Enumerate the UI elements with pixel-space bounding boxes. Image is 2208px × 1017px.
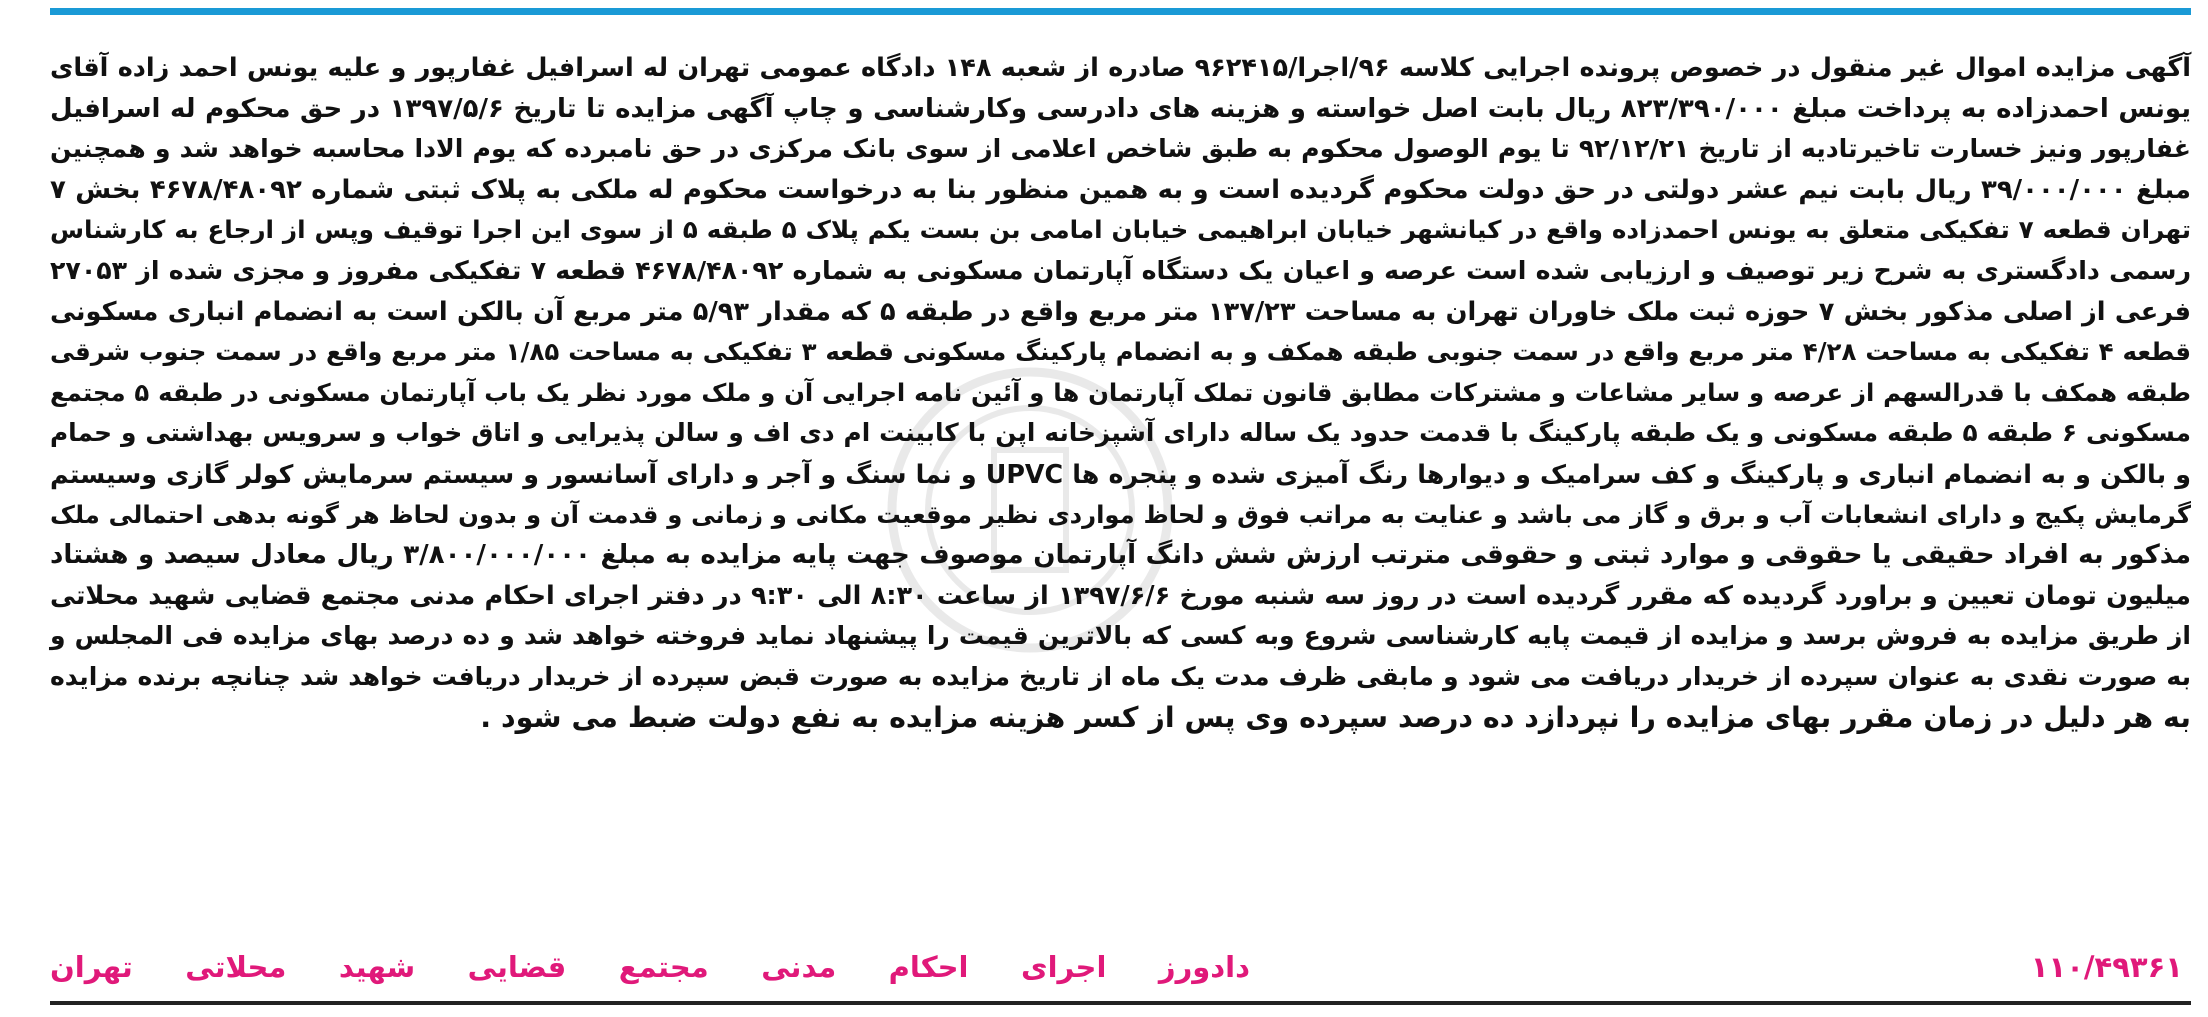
signature-word: محلاتی: [185, 950, 287, 984]
bottom-rule: [50, 1001, 2191, 1005]
notice-body: [50, 48, 2191, 738]
signature-line: [50, 950, 1250, 984]
notice-line: فرعی از اصلی مذکور بخش ۷ حوزه ثبت ملک خاوران تهران به مساحت ۱۳۷/۲۳ متر مربع واقع در طبقه ۵ که مقدار ۵/۹۳ متر مربع آن بالکن است به انضمام انباری مسکونی: [50, 296, 2191, 327]
notice-line: غفارپور ونیز خسارت تاخیرتادیه از تاریخ ۹۲/۱۲/۲۱ تا یوم الوصول محکوم به طبق شاخص اعلامی از سوی بانک مرکزی در حق نامبرده که یوم الادا محاسبه خواهد شد و همچنین: [50, 134, 2191, 164]
notice-line: مسکونی ۶ طبقه ۵ طبقه مسکونی و یک طبقه پارکینگ با قدمت حدود یک ساله دارای آشپزخانه اپن با کابینت ام دی اف و سالن پذیرایی و اتاق خواب و سرویس بهداشتی و حمام: [50, 418, 2191, 448]
top-accent-bar: [50, 8, 2191, 15]
notice-line: به هر دلیل در زمان مقرر بهای مزایده را نپردازد ده درصد سپرده وی پس از کسر هزینه مزایده به نفع دولت ضبط می شود .: [480, 700, 2191, 734]
signature-word: احکام: [888, 950, 969, 984]
top-cropped-strip: [50, 0, 2191, 8]
notice-line: رسمی دادگستری به شرح زیر توصیف و ارزیابی شده است عرصه و اعیان یک دستگاه آپارتمان مسکونی به شماره ۴۶۷۸/۴۸۰۹۲ قطعه ۷ تفکیکی مفروز و مجزی شده از ۲۷۰۵۳: [50, 255, 2191, 285]
signature-word: دادورز: [1158, 950, 1250, 984]
signature-word: مدنی: [761, 950, 837, 984]
notice-line: از طریق مزایده به فروش برسد و مزایده از قیمت پایه کارشناسی شروع وبه کسی که بالاترین قیمت را پیشنهاد نماید فروخته خواهد شد و ده درصد بهای مزایده فی المجلس و: [50, 621, 2191, 651]
signature-word: تهران: [50, 950, 133, 984]
notice-line: گرمایش پکیج و دارای انشعابات آب و برق و گاز می باشد و عنایت به مراتب فوق و لحاظ مواردی نظیر موقعیت مکانی و زمانی و قدمت آن و بدون لحاظ هر گونه بدهی احتمالی ملک: [50, 499, 2191, 529]
signature-word: شهید: [338, 950, 416, 984]
notice-number: ۱۱۰/۴۹۳۶۱: [2030, 950, 2183, 984]
notice-line: قطعه ۴ تفکیکی به مساحت ۴/۲۸ متر مربع واقع در سمت جنوبی طبقه همکف و به انضمام پارکینگ مسکونی قطعه ۳ تفکیکی به مساحت ۱/۸۵ متر مربع واقع در سمت جنوب شرقی: [50, 337, 2191, 367]
notice-line: به صورت نقدی به عنوان سپرده از خریدار دریافت می شود و مابقی ظرف مدت یک ماه از تاریخ مزایده به صورت قبض سپرده از خریدار دریافت خواهد شد چنانچه برنده مزایده: [50, 661, 2191, 691]
notice-line: و بالکن و به انضمام انباری و پارکینگ و کف سرامیک و دیوارها رنگ آمیزی شده و پنجره ها UPVC و نما سنگ و آجر و دارای آسانسور و سیستم سرمایش کولر گازی وسیستم: [50, 458, 2191, 489]
signature-footer: [50, 948, 2191, 992]
signature-word: قضایی: [467, 950, 567, 984]
signature-word: مجتمع: [618, 950, 709, 984]
notice-line: طبقه همکف با قدرالسهم از عرصه و سایر مشاعات و مشترکات مطابق قانون تملک آپارتمان ها و آئین نامه اجرایی آن و ملک مورد نظر یک باب آپارتمان مسکونی در طبقه ۵ مجتمع: [50, 377, 2191, 407]
signature-word: اجرای: [1020, 950, 1107, 984]
notice-line: میلیون تومان تعیین و براورد گردیده که مقرر گردیده است در روز سه شنبه مورخ ۱۳۹۷/۶/۶ از ساعت ۸:۳۰ الی ۹:۳۰ در دفتر اجرای احکام مدنی مجتمع قضایی شهید محلاتی: [50, 580, 2191, 611]
notice-line: آگهی مزایده اموال غیر منقول در خصوص پرونده اجرایی کلاسه ۹۶/اجرا/۹۶۲۴۱۵ صادره از شعبه ۱۴۸ دادگاه عمومی تهران له اسرافیل غفارپور و علیه یونس احمد زاده آقای: [50, 53, 2191, 83]
notice-line: مبلغ ۳۹/۰۰۰/۰۰۰ ریال بابت نیم عشر دولتی در حق دولت محکوم گردیده است و به همین منظور بنا به درخواست محکوم له ملکی به پلاک ثبتی شماره ۴۶۷۸/۴۸۰۹۲ بخش ۷: [50, 174, 2191, 205]
notice-line: یونس احمدزاده به پرداخت مبلغ ۸۲۳/۳۹۰/۰۰۰ ریال بابت اصل خواسته و هزینه های دادرسی وکارشناسی و چاپ آگهی مزایده تا تاریخ ۱۳۹۷/۵/۶ در حق محکوم له اسرافیل: [50, 93, 2191, 124]
notice-line: مذکور به افراد حقیقی یا حقوقی و موارد ثبتی و حقوقی مترتب ارزش شش دانگ آپارتمان موصوف جهت پایه مزایده به مبلغ ۳/۸۰۰/۰۰۰/۰۰۰ ریال معادل سیصد و هشتاد: [50, 540, 2191, 571]
notice-line: تهران قطعه ۷ تفکیکی متعلق به یونس احمدزاده واقع در کیانشهر خیابان ابراهیمی خیابان امامی بن بست یکم پلاک ۵ طبقه ۵ از سوی این اجرا توقیف وپس از ارجاع به کارشناس: [50, 215, 2191, 245]
